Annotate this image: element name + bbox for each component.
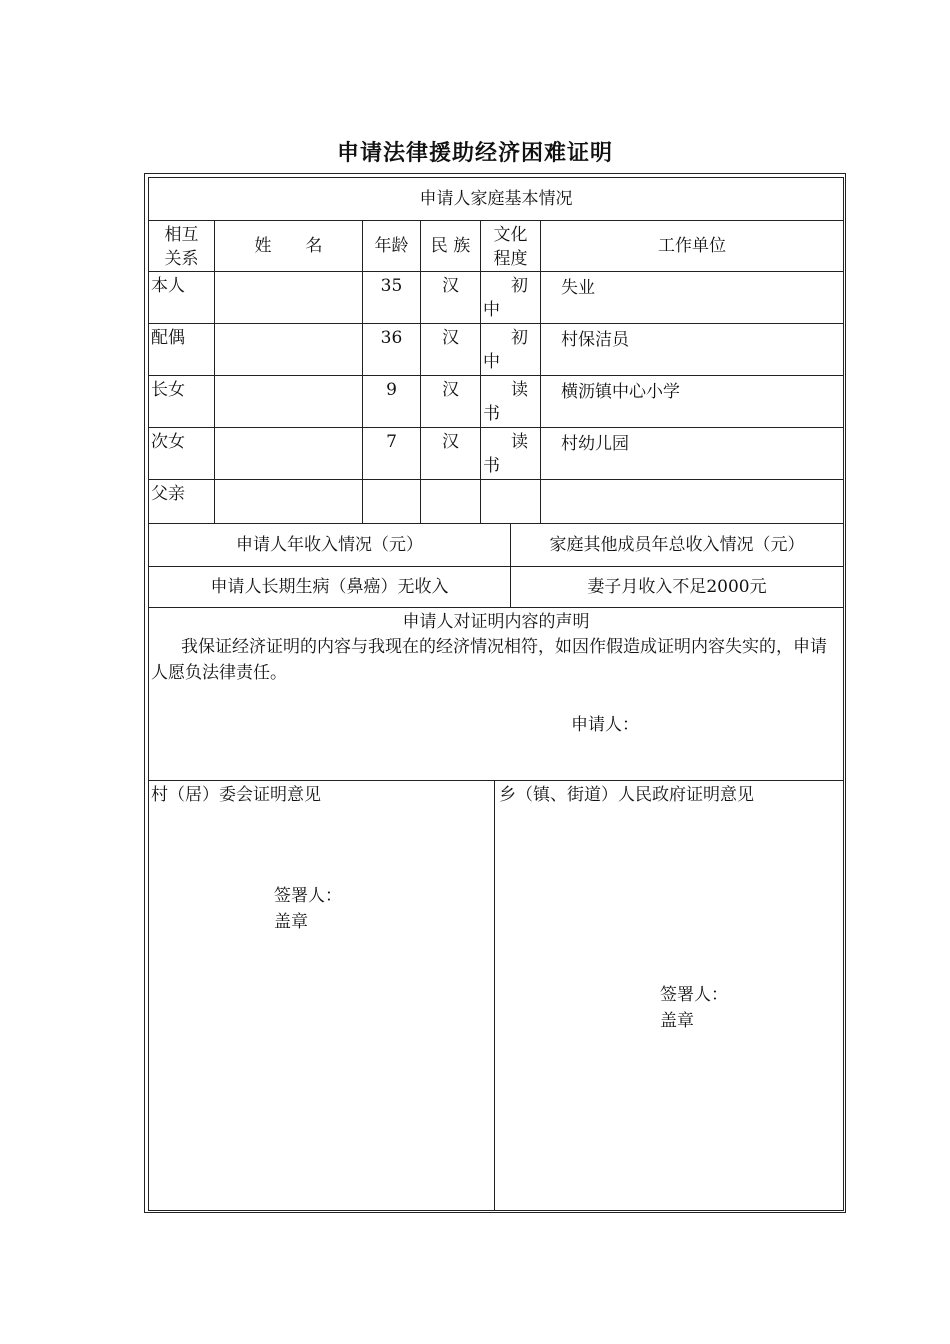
statement-title: 申请人对证明内容的声明: [402, 612, 590, 632]
member-age: 9: [362, 375, 421, 428]
section-header: 申请人家庭基本情况: [148, 177, 844, 221]
col-relation-line2: 关系: [164, 249, 199, 269]
village-opinion-section: [148, 780, 495, 1211]
member-age: 35: [362, 271, 421, 324]
income-family-label: 家庭其他成员年总收入情况（元）: [510, 523, 844, 567]
col-relation-line1: 相互: [164, 225, 199, 245]
col-ethnicity-header: 民 族: [420, 220, 481, 272]
member-workplace: 村幼儿园: [540, 427, 844, 480]
member-education-line2: 书: [483, 456, 500, 476]
member-education: [480, 427, 541, 480]
member-ethnicity: 汉: [420, 427, 481, 480]
col-relation-header: [148, 220, 215, 272]
member-name: [214, 375, 363, 428]
township-signer-label: 签署人：: [660, 985, 728, 1005]
member-name: [214, 427, 363, 480]
member-age: 36: [362, 323, 421, 376]
member-education: [480, 271, 541, 324]
member-ethnicity: 汉: [420, 375, 481, 428]
income-applicant-value: 申请人长期生病（鼻癌）无收入: [148, 566, 511, 608]
member-education: [480, 323, 541, 376]
member-ethnicity: 汉: [420, 271, 481, 324]
member-education-line1: 初: [511, 276, 528, 296]
member-relation: 次女: [148, 427, 215, 480]
village-opinion-title: 村（居）委会证明意见: [151, 785, 321, 805]
member-education: [480, 375, 541, 428]
document-title: 申请法律援助经济困难证明: [336, 140, 613, 166]
township-seal-label: 盖章: [660, 1011, 694, 1031]
income-family-value: 妻子月收入不足2000元: [510, 566, 844, 608]
member-relation: 父亲: [148, 479, 215, 524]
township-opinion-section: [494, 780, 844, 1211]
col-education-line2: 程度: [493, 249, 528, 269]
member-ethnicity: [420, 479, 481, 524]
statement-section: [148, 607, 844, 781]
income-applicant-label: 申请人年收入情况（元）: [148, 523, 511, 567]
statement-signer-label: 申请人：: [571, 715, 639, 735]
member-relation: 长女: [148, 375, 215, 428]
member-education-line2: 中: [483, 300, 500, 320]
col-education-line1: 文化: [493, 225, 528, 245]
member-relation: 本人: [148, 271, 215, 324]
village-signer-label: 签署人：: [274, 886, 342, 906]
member-education-line2: 中: [483, 352, 500, 372]
statement-body: 我保证经济证明的内容与我现在的经济情况相符，如因作假造成证明内容失实的，申请人愿负法律责任。: [151, 637, 827, 683]
member-workplace: 横沥镇中心小学: [540, 375, 844, 428]
member-workplace: 失业: [540, 271, 844, 324]
member-name: [214, 323, 363, 376]
col-age-header: 年龄: [362, 220, 421, 272]
member-education-line1: 读: [511, 380, 528, 400]
member-age: 7: [362, 427, 421, 480]
member-education-line1: 初: [511, 328, 528, 348]
member-age: [362, 479, 421, 524]
member-education: [480, 479, 541, 524]
col-name-header: 姓 名: [214, 220, 363, 272]
member-name: [214, 479, 363, 524]
village-seal-label: 盖章: [274, 912, 308, 932]
form-frame: [144, 173, 846, 1213]
member-workplace: 村保洁员: [540, 323, 844, 376]
member-workplace: [540, 479, 844, 524]
member-education-line1: 读: [511, 432, 528, 452]
township-opinion-title: 乡（镇、街道）人民政府证明意见: [499, 785, 754, 805]
member-education-line2: 书: [483, 404, 500, 424]
member-ethnicity: 汉: [420, 323, 481, 376]
member-name: [214, 271, 363, 324]
col-workplace-header: 工作单位: [540, 220, 844, 272]
col-education-header: [480, 220, 541, 272]
member-relation: 配偶: [148, 323, 215, 376]
